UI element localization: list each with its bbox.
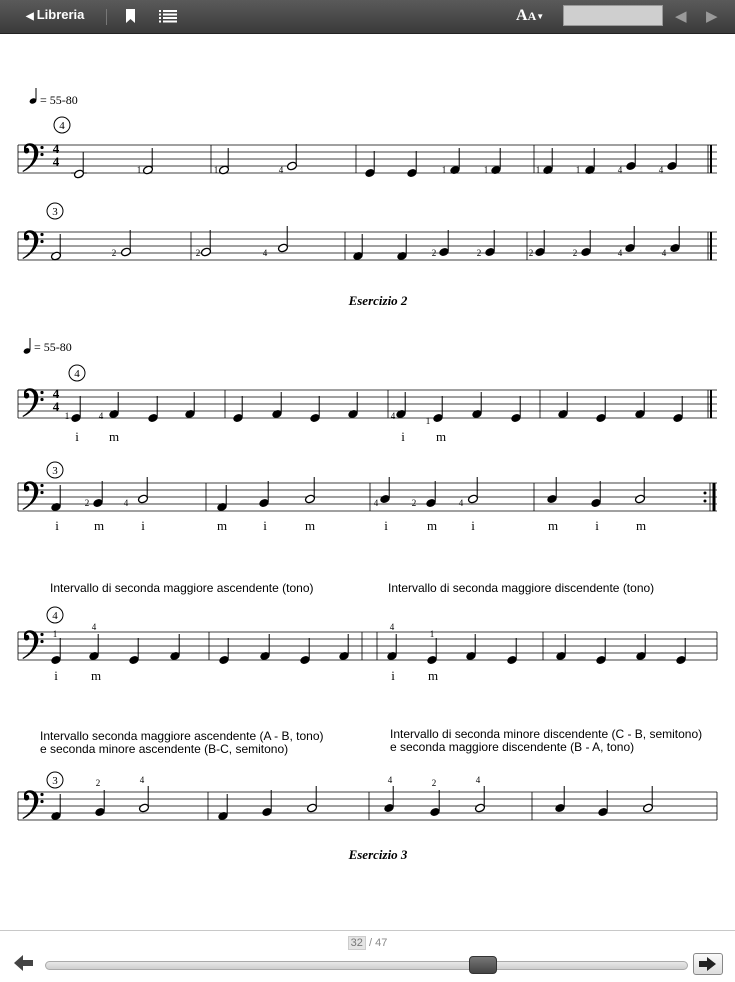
note xyxy=(70,396,81,423)
note xyxy=(669,226,680,253)
fingering-number: 4 xyxy=(98,411,104,421)
note xyxy=(634,477,645,504)
caption-ascending-line2: e seconda minore ascendente (B-C, semitono) xyxy=(40,742,289,756)
note xyxy=(50,638,61,665)
note xyxy=(50,234,61,261)
note xyxy=(73,152,84,179)
fingering-number: 4 xyxy=(262,248,268,258)
staff-system-5 xyxy=(18,607,717,660)
note xyxy=(426,638,437,665)
library-label: Libreria xyxy=(36,7,85,22)
exercise-2-title: Esercizio 2 xyxy=(348,293,408,308)
bottom-navigation-bar xyxy=(0,930,735,982)
current-page: 32 xyxy=(348,936,366,950)
staff-system-3 xyxy=(18,365,717,418)
note xyxy=(309,396,320,423)
note xyxy=(304,477,315,504)
fingering-number: 4 xyxy=(617,248,623,258)
caption-second-major-ascending: Intervallo di seconda maggiore ascendente (tono) xyxy=(50,581,314,595)
plucking-finger: m xyxy=(435,429,447,444)
note xyxy=(277,226,288,253)
fingering-number: 1 xyxy=(483,165,489,175)
note xyxy=(534,230,545,257)
note xyxy=(200,230,211,257)
tempo-marking xyxy=(23,338,72,355)
note xyxy=(259,634,270,661)
note xyxy=(94,790,105,817)
note xyxy=(425,481,436,508)
plucking-finger: m xyxy=(427,668,439,683)
plucking-finger: i xyxy=(141,518,145,533)
fingering-number: 2 xyxy=(111,248,117,258)
fingering-number: 1 xyxy=(535,165,541,175)
string-number: 4 xyxy=(52,610,58,622)
note xyxy=(642,786,653,813)
note xyxy=(432,396,443,423)
fingering-number: 4 xyxy=(278,165,284,175)
note xyxy=(386,634,397,661)
plucking-finger: m xyxy=(635,518,647,533)
note xyxy=(138,786,149,813)
fingering-number: 4 xyxy=(123,498,129,508)
string-number: 4 xyxy=(74,368,80,380)
plucking-finger: i xyxy=(401,429,405,444)
plucking-finger: m xyxy=(547,518,559,533)
note xyxy=(169,634,180,661)
fingering-number: 1 xyxy=(213,165,219,175)
note xyxy=(299,638,310,665)
note xyxy=(396,234,407,261)
toolbar-divider xyxy=(106,9,107,25)
tempo-marking xyxy=(29,88,78,107)
note xyxy=(218,638,229,665)
back-arrow-icon[interactable] xyxy=(14,955,34,971)
fingering-number: 1 xyxy=(64,411,70,421)
note xyxy=(465,634,476,661)
note xyxy=(147,396,158,423)
plucking-finger: m xyxy=(90,668,102,683)
fingering-number: 4 xyxy=(91,622,97,632)
note xyxy=(120,230,131,257)
plucking-finger: m xyxy=(216,518,228,533)
note xyxy=(352,234,363,261)
note xyxy=(261,790,272,817)
fingering-number: 2 xyxy=(195,248,201,258)
plucking-finger: m xyxy=(426,518,438,533)
page-indicator xyxy=(0,937,735,949)
fingering-number: 2 xyxy=(572,248,578,258)
note xyxy=(666,144,677,171)
note xyxy=(395,392,406,419)
fingering-number: 4 xyxy=(475,775,481,785)
note xyxy=(474,786,485,813)
svg-text:= 55-80: = 55-80 xyxy=(40,93,78,107)
plucking-finger: i xyxy=(55,518,59,533)
svg-text:= 55-80: = 55-80 xyxy=(34,340,72,354)
plucking-finger: i xyxy=(384,518,388,533)
plucking-finger: i xyxy=(471,518,475,533)
fingering-number: 2 xyxy=(528,248,534,258)
prev-page-icon[interactable]: ◀ xyxy=(675,7,687,25)
note xyxy=(471,392,482,419)
plucking-finger: m xyxy=(93,518,105,533)
note xyxy=(379,477,390,504)
note xyxy=(624,226,635,253)
note xyxy=(580,230,591,257)
page-slider-track[interactable] xyxy=(45,961,688,970)
note xyxy=(184,392,195,419)
note xyxy=(635,634,646,661)
plucking-finger: m xyxy=(304,518,316,533)
fingering-number: 1 xyxy=(441,165,447,175)
fingering-number: 2 xyxy=(431,778,437,788)
note xyxy=(595,638,606,665)
note xyxy=(216,485,227,512)
font-size-button[interactable] xyxy=(516,7,544,25)
note xyxy=(50,485,61,512)
note xyxy=(438,230,449,257)
note xyxy=(271,392,282,419)
fingering-number: 4 xyxy=(390,411,396,421)
bookmark-icon[interactable] xyxy=(125,9,136,23)
fingering-number: 1 xyxy=(429,629,435,639)
fingering-number: 4 xyxy=(389,622,395,632)
note xyxy=(484,230,495,257)
note xyxy=(625,144,636,171)
note xyxy=(634,392,645,419)
fingering-number: 4 xyxy=(373,498,379,508)
note xyxy=(429,790,440,817)
fingering-number: 1 xyxy=(575,165,581,175)
caption-second-major-descending: Intervallo di seconda maggiore discendente (tono) xyxy=(388,581,655,595)
fingering-number: 4 xyxy=(387,775,393,785)
fingering-number: 2 xyxy=(95,778,101,788)
note xyxy=(383,786,394,813)
plucking-finger: i xyxy=(263,518,267,533)
note xyxy=(406,151,417,178)
page-slider-thumb[interactable] xyxy=(469,956,497,974)
note xyxy=(597,790,608,817)
note xyxy=(546,477,557,504)
note xyxy=(590,481,601,508)
note xyxy=(128,638,139,665)
toc-list-icon[interactable] xyxy=(159,10,177,23)
fingering-number: 2 xyxy=(476,248,482,258)
note xyxy=(137,477,148,504)
fingering-number: 2 xyxy=(84,498,90,508)
plucking-finger: m xyxy=(108,429,120,444)
note xyxy=(92,481,103,508)
font-size-icon: AA▼ xyxy=(516,7,545,24)
fingering-number: 4 xyxy=(139,775,145,785)
string-number: 3 xyxy=(52,465,58,477)
note xyxy=(306,786,317,813)
exercise-3-title: Esercizio 3 xyxy=(348,847,408,862)
fingering-number: 4 xyxy=(617,165,623,175)
note xyxy=(467,477,478,504)
note xyxy=(217,794,228,821)
fingering-number: 1 xyxy=(136,165,142,175)
plucking-finger: i xyxy=(595,518,599,533)
forward-button[interactable] xyxy=(693,953,723,975)
note xyxy=(88,634,99,661)
fingering-number: 4 xyxy=(458,498,464,508)
plucking-finger: i xyxy=(391,668,395,683)
top-toolbar xyxy=(0,0,735,34)
fingering-number: 2 xyxy=(431,248,437,258)
caption-descending-line1: Intervallo di seconda minore discendente (C - B, semitono) xyxy=(390,727,703,741)
note xyxy=(510,396,521,423)
note xyxy=(232,396,243,423)
note xyxy=(338,634,349,661)
note xyxy=(672,396,683,423)
plucking-finger: i xyxy=(54,668,58,683)
fingering-number: 1 xyxy=(425,416,431,426)
staff-system-1 xyxy=(18,117,717,173)
fingering-number: 4 xyxy=(661,248,667,258)
fingering-number: 4 xyxy=(658,165,664,175)
string-number: 4 xyxy=(59,120,65,132)
note xyxy=(347,392,358,419)
note xyxy=(258,481,269,508)
score-page xyxy=(0,34,735,930)
note xyxy=(595,396,606,423)
notes-layer xyxy=(50,144,686,821)
fingering-number: 1 xyxy=(52,629,58,639)
note xyxy=(554,786,565,813)
string-number: 3 xyxy=(52,775,58,787)
forward-arrow-icon xyxy=(694,954,722,974)
plucking-finger: i xyxy=(75,429,79,444)
note xyxy=(557,392,568,419)
search-input[interactable] xyxy=(563,5,663,26)
library-button[interactable] xyxy=(26,7,84,22)
note xyxy=(675,638,686,665)
back-triangle-icon: ◀ xyxy=(26,11,34,22)
note xyxy=(364,151,375,178)
note xyxy=(50,794,61,821)
fingering-number: 2 xyxy=(411,498,417,508)
note xyxy=(108,392,119,419)
total-pages: / 47 xyxy=(368,937,388,949)
note xyxy=(555,634,566,661)
string-number: 3 xyxy=(52,206,58,218)
next-page-icon[interactable]: ▶ xyxy=(706,7,718,25)
caption-descending-line2: e seconda maggiore discendente (B - A, tono) xyxy=(390,740,635,754)
note xyxy=(506,638,517,665)
staff-system-6 xyxy=(18,772,717,820)
caption-ascending-line1: Intervallo seconda maggiore ascendente (A - B, tono) xyxy=(40,729,324,743)
note xyxy=(286,144,297,171)
